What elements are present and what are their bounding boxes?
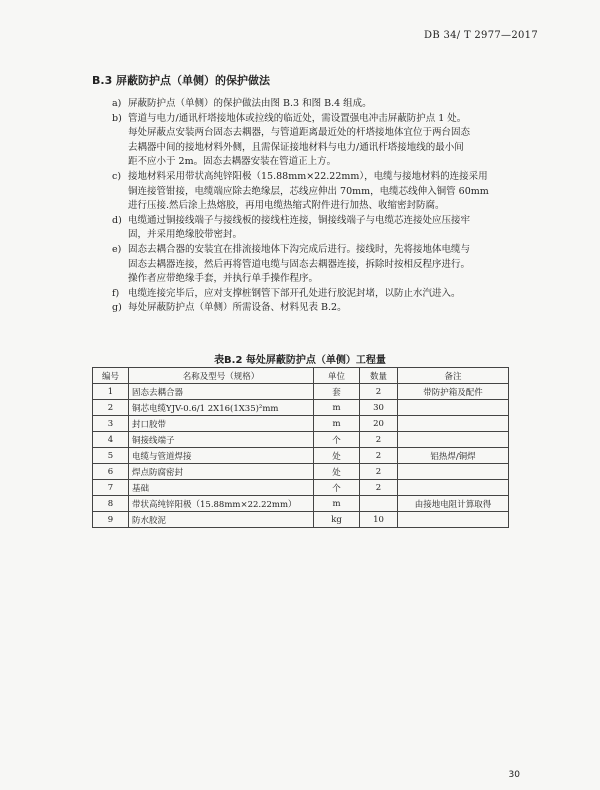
- list-item-line: 固态去耦器连接，然后再将管道电缆与固态去耦器连接，拆除时按相反程序进行。: [128, 258, 471, 270]
- table-row: [93, 400, 509, 416]
- table-cell: [360, 496, 398, 512]
- list-item-line: 接地材料采用带状高纯锌阳极（15.88mm×22.22mm），电缆与接地材料的连接采用: [128, 170, 488, 182]
- table-cell: 2: [360, 448, 398, 464]
- table-cell: [398, 480, 509, 496]
- column-header: 备注: [398, 368, 509, 384]
- table-cell: 3: [93, 416, 129, 432]
- table-cell: 封口胶带: [129, 416, 314, 432]
- list-item-line: 距不应小于 2m。固态去耦器安装在管道正上方。: [128, 156, 337, 168]
- table-row: [93, 496, 509, 512]
- list-item: [112, 287, 507, 302]
- table-row: [93, 480, 509, 496]
- table-cell: 2: [360, 384, 398, 400]
- list-item: [112, 243, 507, 287]
- list-item-line: 每处屏蔽防护点（单侧）所需设备、材料见表 B.2。: [128, 302, 347, 314]
- table-cell: 20: [360, 416, 398, 432]
- column-header: 编号: [93, 368, 129, 384]
- table-row: [93, 416, 509, 432]
- list-item-line: 电缆通过铜接线端子与接线板的接线柱连接，铜接线端子与电缆芯连接处应压接牢: [128, 214, 471, 226]
- list-item: [112, 301, 507, 316]
- table-cell: [398, 512, 509, 528]
- table-cell: 由接地电阻计算取得: [398, 496, 509, 512]
- table-header-row: [93, 368, 509, 384]
- table-cell: 铜接线端子: [129, 432, 314, 448]
- table-cell: 防水胶泥: [129, 512, 314, 528]
- table-cell: [398, 432, 509, 448]
- table-row: [93, 512, 509, 528]
- list-item-line: 固，并采用绝缘胶带密封。: [128, 229, 243, 241]
- list-item-marker: d): [112, 214, 122, 226]
- list-item-marker: e): [112, 243, 122, 255]
- list-item: [112, 170, 507, 214]
- list-item-line: 去耦器中间的接地材料外侧，且需保证接地材料与电力/通讯杆塔接地线的最小间: [128, 141, 464, 153]
- table-cell: m: [314, 400, 360, 416]
- table-cell: 2: [360, 432, 398, 448]
- table-cell: 套: [314, 384, 360, 400]
- list-item-line: 固态去耦合器的安装宜在排流接地体下沟完成后进行。接线时，先将接地体电缆与: [128, 243, 471, 255]
- table-cell: m: [314, 416, 360, 432]
- list-item-marker: a): [112, 98, 122, 109]
- list-item-marker: g): [112, 302, 122, 314]
- table-cell: m: [314, 496, 360, 512]
- list-item-line: 铜连接管钳接，电缆端应除去绝缘层，芯线应伸出 70mm，电缆芯线伸入铜管 60mm: [128, 185, 489, 197]
- table-cell: 个: [314, 480, 360, 496]
- table-cell: 5: [93, 448, 129, 464]
- table-cell: [398, 400, 509, 416]
- table-cell: [398, 464, 509, 480]
- table-cell: 带状高纯锌阳极（15.88mm×22.22mm）: [129, 496, 314, 512]
- table-cell: 7: [93, 480, 129, 496]
- list-item-marker: b): [112, 112, 122, 124]
- quantity-table: [92, 367, 509, 528]
- list-item-line: 电缆连接完毕后，应对支撑桩钢管下部开孔处进行胶泥封堵，以防止水汽进入。: [128, 287, 461, 299]
- table-cell: 2: [360, 464, 398, 480]
- list-item-line: 操作者应带绝缘手套，并执行单手操作程序。: [128, 273, 319, 285]
- procedure-list: [112, 97, 507, 316]
- table-cell: 处: [314, 464, 360, 480]
- table-cell: 4: [93, 432, 129, 448]
- table-cell: 铜芯电缆YJV-0.6/1 2X16(1X35)²mm: [129, 400, 314, 416]
- page-number: 30: [508, 770, 520, 780]
- column-header: 单位: [314, 368, 360, 384]
- table-cell: 基础: [129, 480, 314, 496]
- section-title: B.3 屏蔽防护点（单侧）的保护做法: [92, 74, 271, 87]
- column-header: 名称及型号（规格）: [129, 368, 314, 384]
- column-header: 数量: [360, 368, 398, 384]
- table-cell: 6: [93, 464, 129, 480]
- list-item-marker: f): [112, 287, 120, 299]
- list-item: [112, 97, 507, 112]
- table-row: [93, 448, 509, 464]
- list-item-line: 进行压接.然后涂上热熔胶，再用电缆热缩式附件进行加热、收缩密封防腐。: [128, 200, 445, 212]
- table-row: [93, 432, 509, 448]
- table-cell: 8: [93, 496, 129, 512]
- list-item: [112, 112, 507, 170]
- table-cell: 个: [314, 432, 360, 448]
- table-cell: 1: [93, 384, 129, 400]
- list-item-marker: c): [112, 170, 122, 182]
- table-cell: 9: [93, 512, 129, 528]
- list-item-line: 管道与电力/通讯杆塔接地体或拉线的临近处，需设置强电冲击屏蔽防护点 1 处。: [128, 112, 467, 124]
- table-cell: 处: [314, 448, 360, 464]
- table-cell: 30: [360, 400, 398, 416]
- table-cell: 带防护箱及配件: [398, 384, 509, 400]
- table-cell: [398, 416, 509, 432]
- table-cell: 焊点防腐密封: [129, 464, 314, 480]
- table-row: [93, 464, 509, 480]
- table-cell: 2: [93, 400, 129, 416]
- list-item-line: 屏蔽防护点（单侧）的保护做法由图 B.3 和图 B.4 组成。: [128, 98, 372, 109]
- table-cell: 10: [360, 512, 398, 528]
- table-cell: 电缆与管道焊接: [129, 448, 314, 464]
- standard-header: DB 34/ T 2977—2017: [424, 30, 538, 41]
- table-cell: 2: [360, 480, 398, 496]
- list-item: [112, 214, 507, 243]
- table-cell: 固态去耦合器: [129, 384, 314, 400]
- table-cell: kg: [314, 512, 360, 528]
- table-row: [93, 384, 509, 400]
- table-caption: 表B.2 每处屏蔽防护点（单侧）工程量: [214, 355, 386, 366]
- table-cell: 铝热焊/铜焊: [398, 448, 509, 464]
- list-item-line: 每处屏蔽点安装两台固态去耦器，与管道距离最近处的杆塔接地体宜位于两台固态: [128, 127, 471, 139]
